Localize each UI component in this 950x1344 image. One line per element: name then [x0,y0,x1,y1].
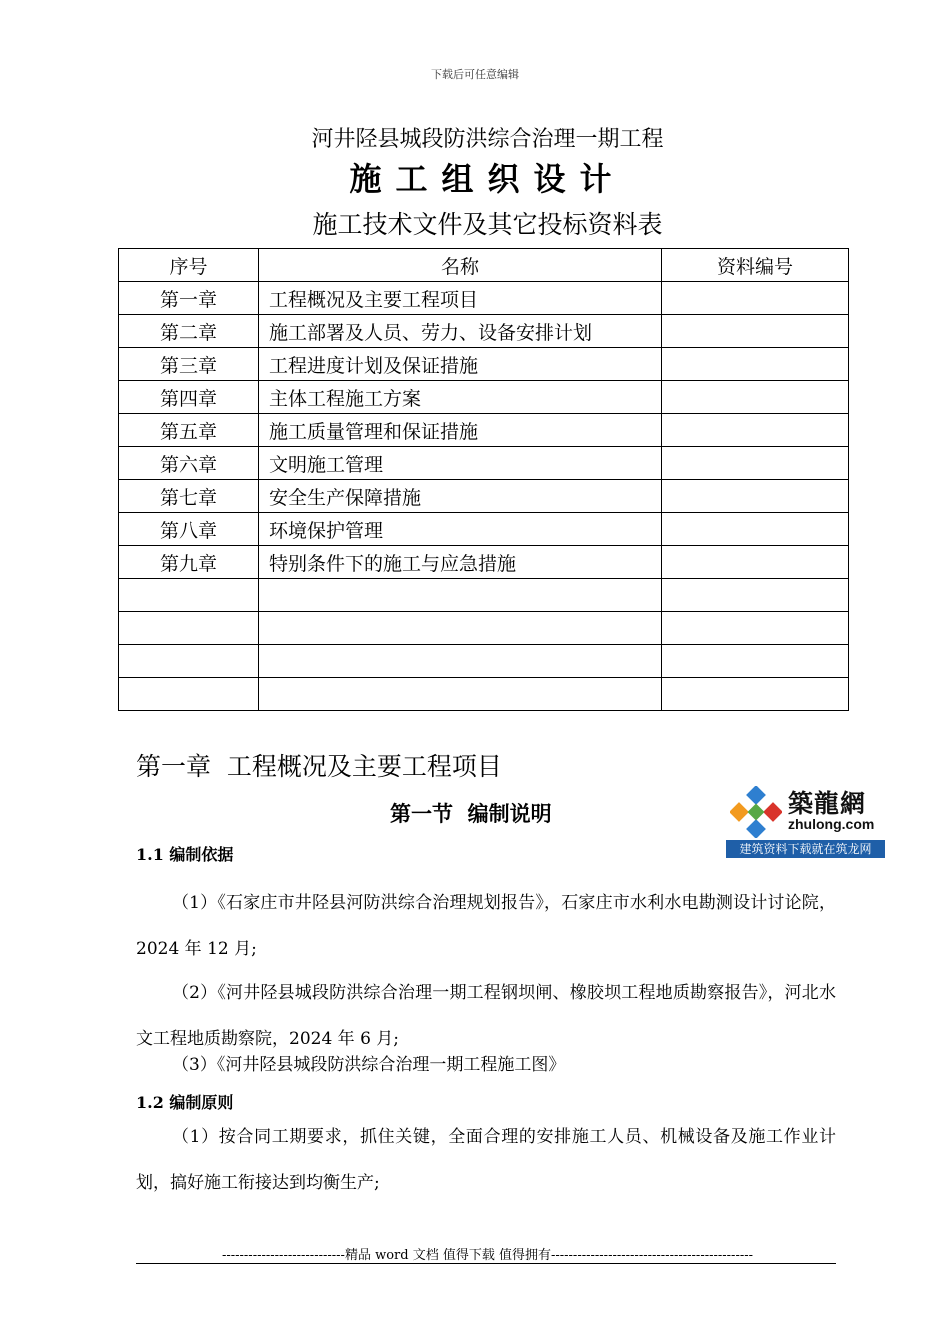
table-row [119,381,849,414]
row-index-cell: 第七章 [119,480,259,513]
row-doc-no-cell [662,414,849,447]
row-name-cell [259,612,662,645]
paragraph-3: （3）《河井陉县城段防洪综合治理一期工程施工图》 [172,1055,566,1075]
snowflake-logo-icon [730,786,782,838]
footer-text: ----------------------------精品 word 文档 值得下载 值得拥有---------------------------------------------- [221,1248,754,1263]
row-index-cell: 第五章 [119,414,259,447]
row-index-cell: 第二章 [119,315,259,348]
footer-divider [136,1263,836,1264]
row-name-cell [259,579,662,612]
table-header-row [119,249,849,282]
row-name-cell: 施工部署及人员、劳力、设备安排计划 [259,315,662,348]
row-index-cell [119,645,259,678]
row-index-cell: 第一章 [119,282,259,315]
col-header-index: 序号 [119,249,259,282]
table-row [119,348,849,381]
row-index-cell: 第三章 [119,348,259,381]
zhulong-logo [726,782,885,858]
doc-title: 施工组织设计 [349,160,626,198]
row-doc-no-cell [662,315,849,348]
row-doc-no-cell [662,282,849,315]
row-index-cell: 第八章 [119,513,259,546]
table-row [119,513,849,546]
row-doc-no-cell [662,513,849,546]
table-row [119,579,849,612]
row-name-cell: 环境保护管理 [259,513,662,546]
row-doc-no-cell [662,546,849,579]
paragraph-2: （2）《河井陉县城段防洪综合治理一期工程钢坝闸、橡胶坝工程地质勘察报告》，河北水文工程地质勘察院，2024 年 6 月; [136,983,836,1049]
row-name-cell: 工程概况及主要工程项目 [259,282,662,315]
row-doc-no-cell [662,678,849,711]
table-row [119,480,849,513]
section-heading: 第一节 编制说明 [390,801,552,826]
row-name-cell [259,678,662,711]
row-doc-no-cell [662,447,849,480]
row-index-cell: 第九章 [119,546,259,579]
row-name-cell: 施工质量管理和保证措施 [259,414,662,447]
subsection-heading-basis: 1.1 编制依据 [136,845,234,864]
row-doc-no-cell [662,612,849,645]
row-index-cell [119,612,259,645]
logo-english-text: zhulong.com [788,816,875,832]
subsection-heading-principles: 1.2 编制原则 [136,1093,234,1112]
table-row [119,414,849,447]
row-doc-no-cell [662,645,849,678]
row-doc-no-cell [662,381,849,414]
col-header-name: 名称 [259,249,662,282]
project-title: 河井陉县城段防洪综合治理一期工程 [311,127,664,152]
row-doc-no-cell [662,480,849,513]
logo-slogan: 建筑资料下载就在筑龙网 [726,840,885,858]
paragraph-1: （1）《石家庄市井陉县河防洪综合治理规划报告》，石家庄市水利水电勘测设计讨论院，2024 年 12 月; [136,893,836,959]
logo-chinese-text: 築龍網 [788,789,867,818]
chapter-heading: 第一章 工程概况及主要工程项目 [136,752,502,781]
table-row [119,282,849,315]
header-note: 下载后可任意编辑 [431,68,519,81]
col-header-doc-no: 资料编号 [662,249,849,282]
row-name-cell: 文明施工管理 [259,447,662,480]
row-index-cell [119,678,259,711]
row-name-cell [259,645,662,678]
row-name-cell: 特别条件下的施工与应急措施 [259,546,662,579]
table-row [119,315,849,348]
paragraph-4: （1）按合同工期要求，抓住关键，全面合理的安排施工人员、机械设备及施工作业计划，搞好施工衔接达到均衡生产; [136,1127,836,1193]
row-index-cell [119,579,259,612]
toc-table [118,248,849,711]
row-doc-no-cell [662,579,849,612]
row-name-cell: 主体工程施工方案 [259,381,662,414]
table-row [119,645,849,678]
row-name-cell: 工程进度计划及保证措施 [259,348,662,381]
row-doc-no-cell [662,348,849,381]
row-index-cell: 第六章 [119,447,259,480]
table-title: 施工技术文件及其它投标资料表 [312,210,663,239]
table-row [119,612,849,645]
table-row [119,546,849,579]
table-row [119,447,849,480]
row-index-cell: 第四章 [119,381,259,414]
row-name-cell: 安全生产保障措施 [259,480,662,513]
table-row [119,678,849,711]
